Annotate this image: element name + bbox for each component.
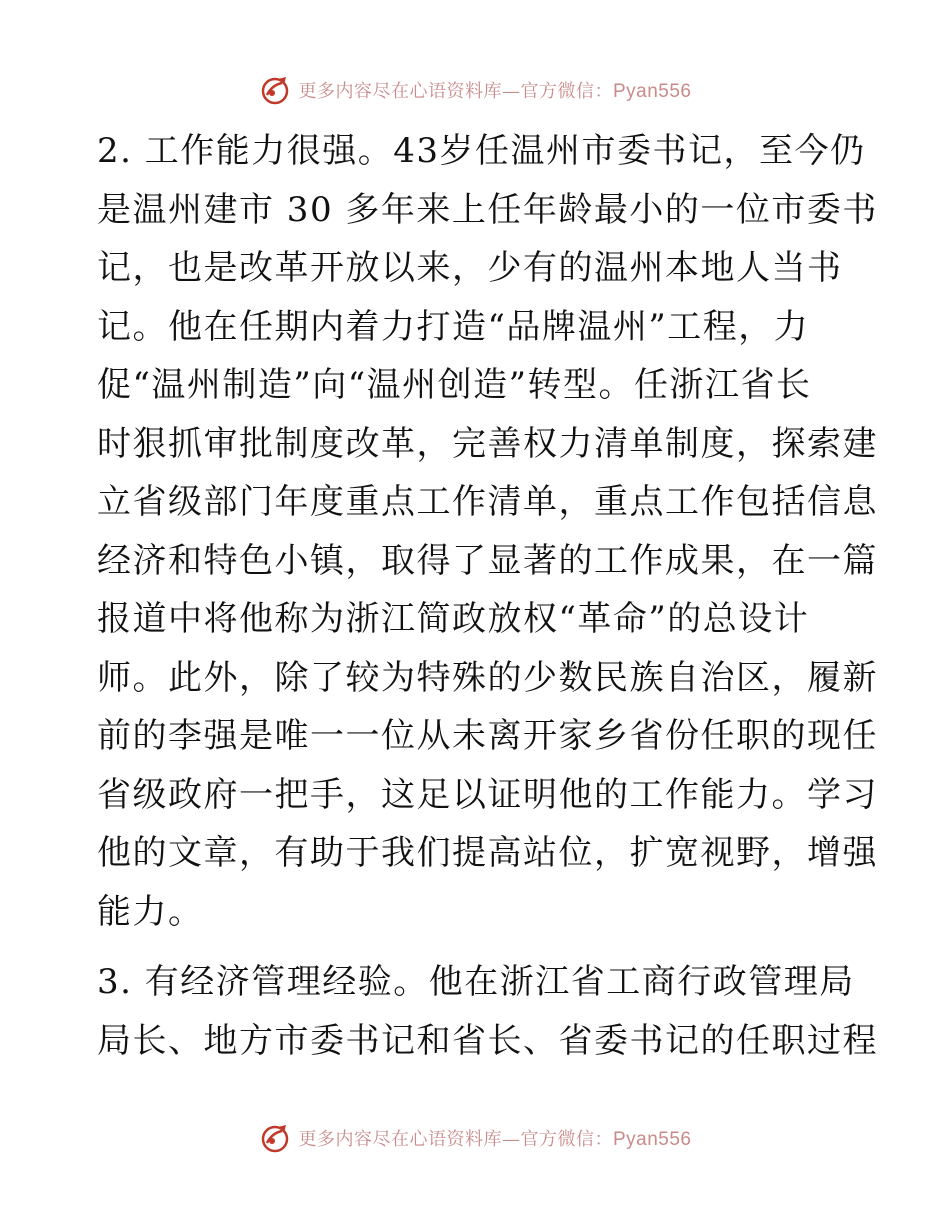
text-line: 时狠抓审批制度改革，完善权力清单制度，探索建 (97, 423, 878, 464)
footer-banner (0, 1118, 950, 1158)
text-line: 记，也是改革开放以来，少有的温州本地人当书 (97, 248, 843, 288)
text-line: 立省级部门年度重点工作清单，重点工作包括信息 (97, 482, 878, 522)
header-banner-handle: Pyan556 (612, 81, 692, 102)
text-line: 师。此外，除了较为特殊的少数民族自治区，履新 (97, 657, 878, 698)
text-line: 省级政府一把手，这足以证明他的工作能力。学习 (97, 774, 878, 815)
footer-banner-label: 更多内容尽在心语资料库—官方微信： (298, 1129, 613, 1150)
text-line: 能力。 (97, 891, 204, 932)
header-banner-text (298, 77, 691, 103)
footer-banner-handle: Pyan556 (612, 1129, 692, 1150)
footer-banner-text (298, 1125, 691, 1151)
header-banner (0, 70, 950, 110)
text-line: 促“温州制造”向“温州创造”转型。任浙江省长 (97, 365, 812, 405)
brand-logo-icon (258, 73, 292, 107)
paragraph-3 (97, 953, 878, 1070)
text-line: 局长、地方市委书记和省长、省委书记的任职过程 (97, 1020, 878, 1061)
text-line: 记。他在任期内着力打造“品牌温州”工程，力 (97, 306, 810, 347)
paragraph-2 (97, 122, 878, 941)
text-line: 2. 工作能力很强。43岁任温州市委书记，至今仍 (97, 131, 866, 171)
text-line: 是温州建市 30 多年来上任年龄最小的一位市委书 (97, 189, 878, 230)
text-line: 前的李强是唯一一位从未离开家乡省份任职的现任 (97, 716, 878, 756)
text-line: 经济和特色小镇，取得了显著的工作成果，在一篇 (97, 540, 878, 581)
text-line: 报道中将他称为浙江简政放权“革命”的总设计 (97, 599, 810, 639)
document-body (97, 122, 878, 1070)
text-line: 3. 有经济管理经验。他在浙江省工商行政管理局 (97, 962, 855, 1002)
text-line: 他的文章，有助于我们提高站位，扩宽视野，增强 (97, 833, 878, 873)
header-banner-label: 更多内容尽在心语资料库—官方微信： (298, 81, 613, 102)
brand-logo-icon (258, 1121, 292, 1155)
